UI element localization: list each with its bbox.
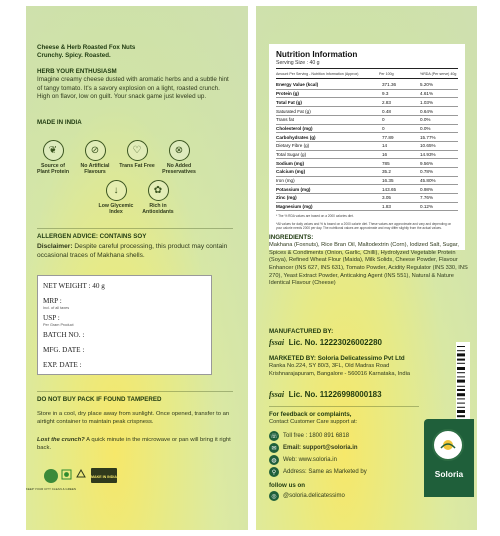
nutrition-table xyxy=(269,44,465,250)
nutrition-row: Trans fat 0 0.0% xyxy=(276,115,458,124)
phone-icon: ☏ xyxy=(269,431,279,441)
tamper-warning: DO NOT BUY PACK IF FOUND TAMPERED xyxy=(37,396,162,403)
svg-text:MAKE IN INDIA: MAKE IN INDIA xyxy=(91,475,117,479)
mrp-label: MRP : xyxy=(43,297,62,305)
herb-description: Imagine creamy cheese dusted with aromatic herbs and a subtle hint of tangy tomato. It's a savory explosion on a light, roasted crunch. High on flavor, low on guilt. Your snack game just leveled up. xyxy=(37,76,229,101)
nutrition-row: Energy Value (kcal) 371.36 5.20% xyxy=(276,81,458,90)
nutrition-row: Sodium (mg) 785 9.56% xyxy=(276,159,458,168)
badge-no-artificial-flavours: ⊘ No Artificial Flavours xyxy=(76,140,114,175)
badge-plant-protein: ❦ Source of Plant Protein xyxy=(34,140,72,175)
herb-heading: HERB YOUR ENTHUSIASM xyxy=(37,68,117,75)
marketed-by-heading: MARKETED BY: Soloria Delicatessimo Pvt Ltd xyxy=(269,355,405,362)
nutrition-footnote: * The % RDA values are based on a 2000 calories diet. xyxy=(276,214,354,219)
net-weight: NET WEIGHT : 40 g xyxy=(43,282,105,290)
nutrition-row: Dietary Fibre (g) 14 10.65% xyxy=(276,141,458,150)
manufactured-by-heading: MANUFACTURED BY: xyxy=(269,328,334,335)
allergen-advice: ALLERGEN ADVICE: CONTAINS SOY xyxy=(37,233,147,240)
ingredients-list: Makhana (Foxnuts), Rice Bran Oil, Maltodextrin (Corn), Iodized Salt, Sugar, Spices & Condiments (Onion, Garlic, Chilli), Hydrolyzed Vegetable Protein (Soya), Refined Wheat Flour (Maida), Milk Solids, Cheese Powder, Flavour Enhancer (INS 627, INS 631), Tomato Powder, Acidity Regulator (INS 330, INS 270), Yeast Extract Powder, Anticaking Agent (INS 551), Natural & Nature Identical Flavour (Cheese) xyxy=(269,242,468,287)
instagram-icon: ◎ xyxy=(269,491,279,501)
recycle-icon xyxy=(77,470,85,477)
nutrition-grid xyxy=(276,81,458,212)
badge-no-preservatives: ⊗ No Added Preservatives xyxy=(160,140,198,175)
nutrition-row: Potassium (mg) 143.65 0.98% xyxy=(276,185,458,194)
nutrition-row: Total Sugar (g) 16 14.93% xyxy=(276,150,458,159)
divider xyxy=(269,406,419,407)
batch-info-box xyxy=(37,275,212,375)
email-contact[interactable]: ✉ Email: support@soloria.in xyxy=(269,443,358,453)
nutrition-title: Nutrition Information xyxy=(276,50,358,59)
badge-trans-fat-free: ♡ Trans Fat Free xyxy=(118,140,156,169)
serving-size: Serving Size : 40 g xyxy=(276,60,320,66)
nutrition-row: Cholesterol (mg) 0 0.0% xyxy=(276,124,458,133)
divider xyxy=(37,228,233,229)
no-preservatives-icon: ⊗ xyxy=(169,140,190,161)
brand-name: Soloria xyxy=(434,469,464,479)
nutrition-row: Iron (mg) 16.35 45.80% xyxy=(276,176,458,185)
feedback-heading: For feedback or complaints, xyxy=(269,411,352,418)
follow-us-label: follow us on xyxy=(269,482,306,489)
divider xyxy=(37,391,233,392)
nutrition-header: Amount Per Serving - Nutrition Information (Approx) Per 100g %RDA (Per serve) 40g xyxy=(276,71,457,76)
crunch-tip: Lost the crunch? A quick minute in the microwave or pan will bring it right back. xyxy=(37,437,231,452)
product-tagline: Crunchy. Spicy. Roasted. xyxy=(37,52,111,59)
made-in-india-label: MADE IN INDIA xyxy=(37,119,82,126)
trans-fat-free-icon: ♡ xyxy=(127,140,148,161)
low-glycemic-icon: ↓ xyxy=(106,180,127,201)
clean-green-logo xyxy=(26,469,76,491)
product-name: Cheese & Herb Roasted Fox Nuts xyxy=(37,44,136,51)
leaf-icon: ❦ xyxy=(43,140,64,161)
location-pin-icon: ⚲ xyxy=(269,467,279,477)
globe-icon: ◍ xyxy=(269,455,279,465)
nutrition-row: Saturated Fat (g) 0.48 0.64% xyxy=(276,107,458,116)
antioxidants-icon: ✿ xyxy=(148,180,169,201)
fssai-veg-logo xyxy=(62,470,71,479)
benefit-badges xyxy=(34,140,242,220)
mfg-date: MFG. DATE : xyxy=(43,346,85,354)
fssai-license-1: fssai Lic. No. 12223026002280 xyxy=(269,338,382,347)
soloria-logo-icon xyxy=(432,429,464,461)
no-artificial-flavours-icon: ⊘ xyxy=(85,140,106,161)
mrp-sub: Incl. of all taxes xyxy=(43,306,70,310)
fssai-license-2: fssai Lic. No. 11226998000183 xyxy=(269,390,382,399)
usp-label: USP : xyxy=(43,314,60,322)
back-panel-left xyxy=(26,6,248,530)
web-contact[interactable]: ◍ Web: www.soloria.in xyxy=(269,455,337,465)
marketer-address: Ranka No.224, SY 80/3, 3FL, Old Madras Road Krishnarajapuram, Bangalore - 560016 Karnataka, India xyxy=(269,363,411,377)
address-contact: ⚲ Address: Same as Marketed by xyxy=(269,467,367,477)
nutrition-row: Calcium (mg) 35.2 0.78% xyxy=(276,167,458,176)
certification-logos xyxy=(25,464,143,494)
batch-no: BATCH NO. : xyxy=(43,331,85,339)
nutrition-row: Magnesium (mg) 1.83 0.12% xyxy=(276,202,458,211)
nutrition-row: Carbohydrates (g) 77.89 15.77% xyxy=(276,133,458,142)
feedback-subtext: Contact Customer Care support at: xyxy=(269,419,358,425)
svg-text:KEEP YOUR CITY CLEAN & GREEN: KEEP YOUR CITY CLEAN & GREEN xyxy=(25,487,77,491)
usp-sub: Per Gram Product xyxy=(43,323,74,327)
email-icon: ✉ xyxy=(269,443,279,453)
toll-free-contact: ☏ Toll free : 1800 891 6818 xyxy=(270,433,350,440)
exp-date: EXP. DATE : xyxy=(43,361,82,369)
badge-low-glycemic: ↓ Low Glycemic Index xyxy=(97,180,135,215)
nutrition-row: Protein (g) 9.3 4.61% xyxy=(276,89,458,98)
instagram-handle[interactable]: ◎ @soloria.delicatessimo xyxy=(269,491,345,501)
nutrition-row: Zinc (mg) 3.05 7.76% xyxy=(276,194,458,203)
disclaimer: Disclaimer: Despite careful processing, this product may contain occasional traces of Makhana shells. xyxy=(37,243,228,260)
back-panel-right xyxy=(256,6,477,530)
nutrition-footnote-2: *All values for daily values and % is based on a 2000 calorie diet. These values are approximate and vary and depending on your calorie needs 2000 per day. The nutritional values are approximate and may differ slightly from the actual values. xyxy=(276,221,452,230)
nutrition-row: Total Fat (g) 2.83 1.03% xyxy=(276,98,458,107)
badge-antioxidants: ✿ Rich in Antioxidants xyxy=(139,180,177,215)
make-in-india-logo xyxy=(91,468,117,483)
ingredients-heading: INGREDIENTS: xyxy=(269,234,314,241)
soloria-brand-card xyxy=(424,419,474,497)
storage-instructions: Store in a cool, dry place away from sunlight. Once opened, transfer to an airtight container to maintain peak crispness. xyxy=(37,411,230,426)
